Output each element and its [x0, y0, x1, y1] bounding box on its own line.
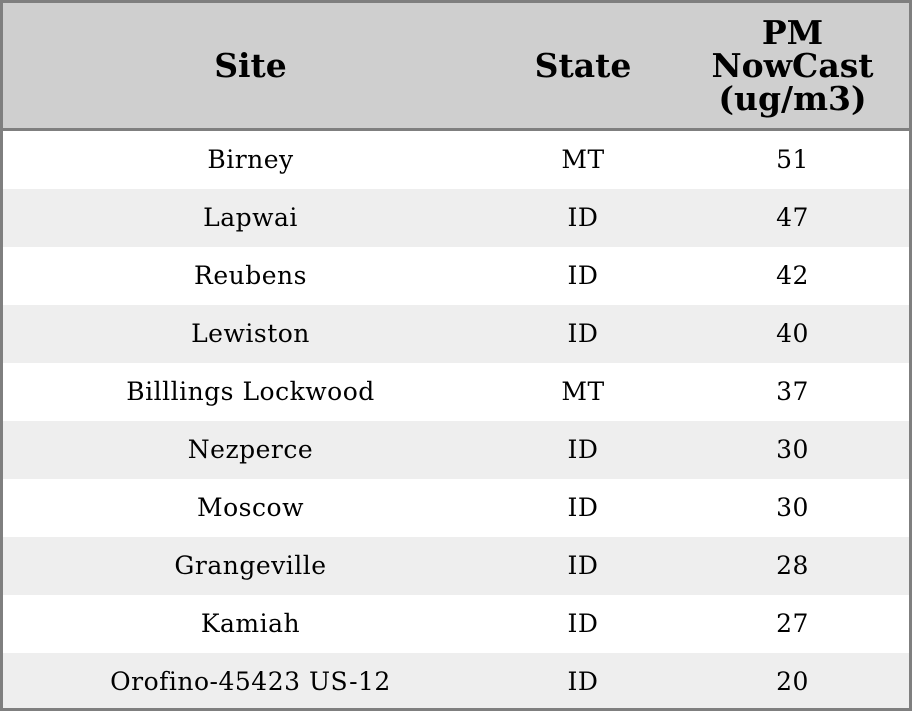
- cell-pm: 27: [776, 609, 809, 638]
- table-row: [3, 363, 909, 421]
- cell-state: ID: [567, 319, 599, 348]
- table-row: [3, 247, 909, 305]
- cell-site: Grangeville: [174, 551, 327, 580]
- table-row: [3, 537, 909, 595]
- pm-nowcast-table: [3, 3, 909, 711]
- table-header: [3, 3, 909, 129]
- header-pm-line-3: (ug/m3): [718, 78, 867, 118]
- header-pm-line-1: PM: [761, 12, 824, 52]
- header-pm-nowcast: [668, 3, 909, 129]
- cell-state: ID: [567, 609, 599, 638]
- cell-state: ID: [567, 203, 599, 232]
- header-row: [3, 3, 909, 129]
- cell-state: MT: [561, 145, 605, 174]
- table-row: [3, 189, 909, 247]
- table-row: [3, 131, 909, 189]
- cell-site: Billlings Lockwood: [126, 377, 375, 406]
- cell-site: Lewiston: [191, 319, 310, 348]
- table-row: [3, 305, 909, 363]
- cell-state: ID: [567, 261, 599, 290]
- cell-pm: 28: [776, 551, 809, 580]
- cell-site: Birney: [207, 145, 294, 174]
- cell-state: ID: [567, 435, 599, 464]
- cell-pm: 30: [776, 435, 809, 464]
- cell-pm: 30: [776, 493, 809, 522]
- cell-state: ID: [567, 551, 599, 580]
- cell-pm: 37: [776, 377, 809, 406]
- table-row: [3, 421, 909, 479]
- header-state: State: [534, 45, 632, 85]
- cell-state: ID: [567, 493, 599, 522]
- table-body: [3, 129, 909, 711]
- cell-site: Lapwai: [203, 203, 298, 232]
- cell-site: Reubens: [194, 261, 307, 290]
- cell-site: Kamiah: [200, 609, 301, 638]
- table-row: [3, 653, 909, 711]
- cell-pm: 42: [776, 261, 809, 290]
- cell-pm: 20: [776, 667, 809, 696]
- cell-state: ID: [567, 667, 599, 696]
- header-site: Site: [214, 45, 287, 85]
- cell-site: Moscow: [197, 493, 304, 522]
- cell-pm: 47: [776, 203, 809, 232]
- header-pm-line-2: NowCast: [711, 45, 874, 85]
- cell-pm: 51: [776, 145, 809, 174]
- cell-site: Orofino-45423 US-12: [110, 667, 391, 696]
- cell-site: Nezperce: [187, 435, 314, 464]
- cell-state: MT: [561, 377, 605, 406]
- table-row: [3, 479, 909, 537]
- table-row: [3, 595, 909, 653]
- cell-pm: 40: [776, 319, 809, 348]
